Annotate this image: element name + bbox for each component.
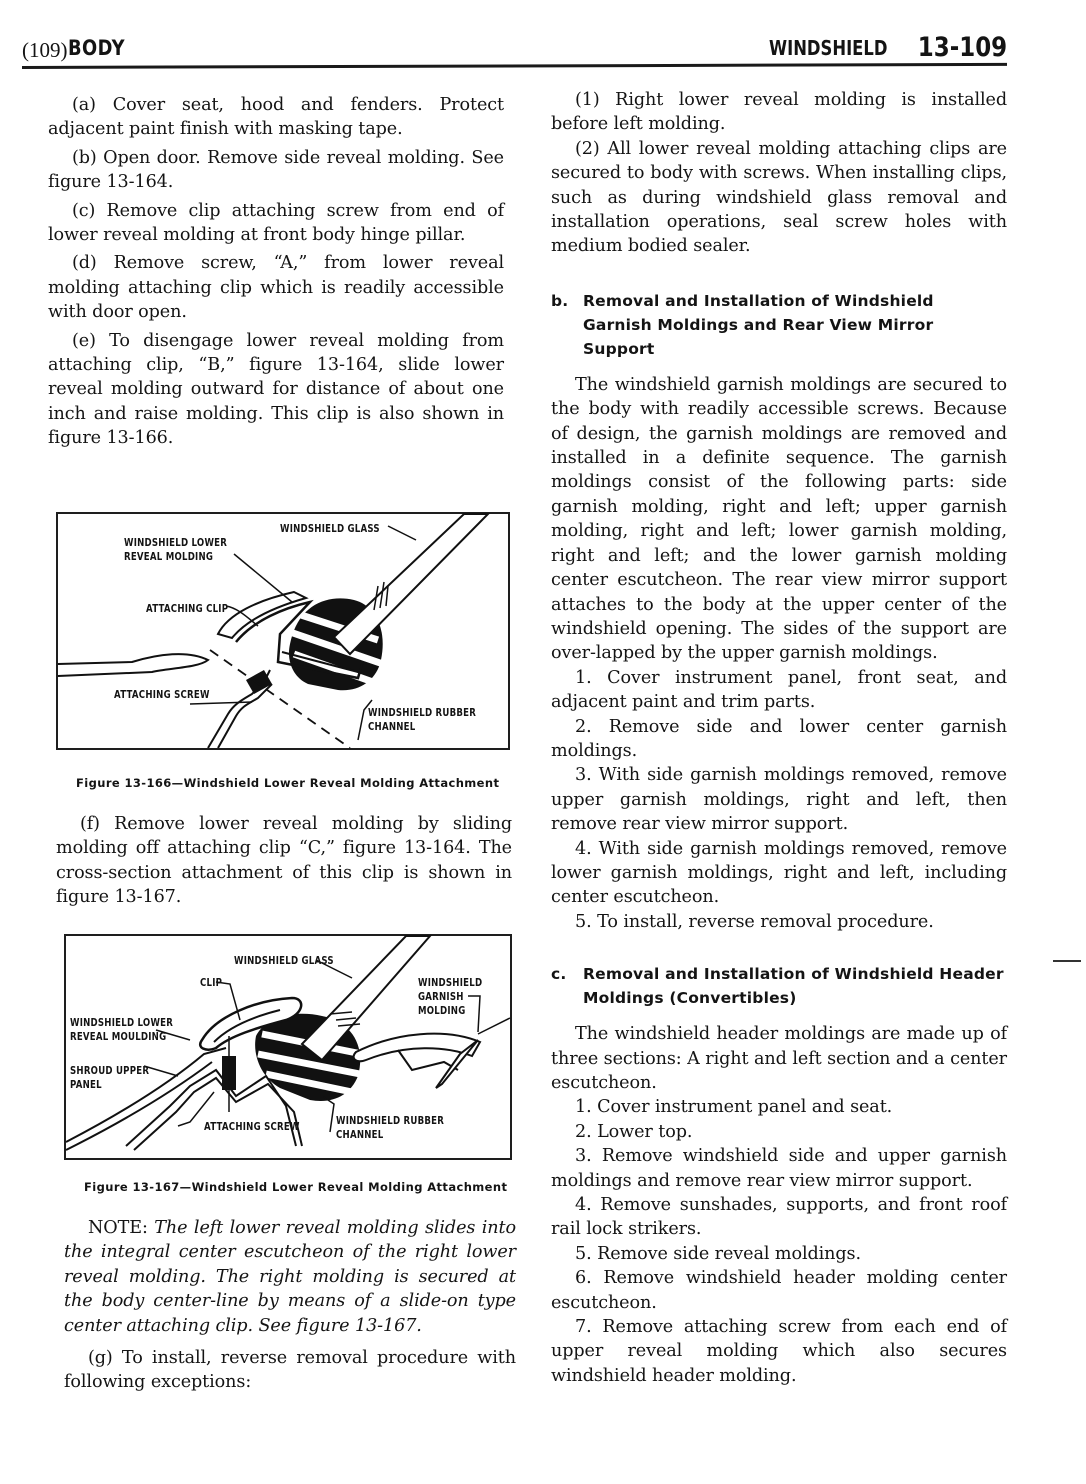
section-c-title: Removal and Installation of Windshield Header Moldings (Convertibles)	[583, 965, 1004, 1008]
label-shroud-upper-panel-2: PANEL	[70, 1078, 102, 1091]
section-c-step-4: 4. Remove sunshades, supports, and front roof rail lock strikers.	[551, 1195, 1007, 1240]
figure-13-166-frame	[56, 512, 510, 750]
section-b-heading	[551, 289, 1007, 361]
section-c-step-7: 7. Remove attaching screw from each end of upper reveal molding which also secures windshield header molding.	[551, 1317, 1007, 1386]
body-panel-shape	[58, 654, 208, 676]
exception-2: (2) All lower reveal molding attaching clips are secured to body with screws. When installing clips, such as during windshield glass removal and installation operations, seal screw holes with medium bodied sealer.	[551, 138, 1007, 257]
label-garnish-molding-2: GARNISH	[418, 990, 464, 1003]
label-windshield-glass: WINDSHIELD GLASS	[280, 522, 380, 535]
label-rubber-channel-1: WINDSHIELD RUBBER	[368, 706, 477, 719]
section-c-step-5: 5. Remove side reveal moldings.	[575, 1243, 861, 1264]
label-lower-reveal-molding-2: REVEAL MOLDING	[124, 550, 214, 563]
figure-13-167-frame	[64, 934, 512, 1160]
windshield-glass-shape	[334, 514, 488, 654]
page-number: 13-109	[917, 32, 1007, 63]
section-c-letter: c.	[551, 965, 567, 984]
label-lower-reveal-moulding-2: REVEAL MOULDING	[70, 1030, 167, 1043]
step-c: (c) Remove clip attaching screw from end of lower reveal molding at front body hinge pillar.	[48, 200, 504, 246]
note-paragraph	[64, 1216, 516, 1338]
section-c-step-6: 6. Remove windshield header molding center escutcheon.	[551, 1268, 1007, 1313]
left-column-top	[48, 93, 504, 455]
section-b-step-2: 2. Remove side and lower center garnish moldings.	[551, 716, 1007, 761]
label-windshield-glass: WINDSHIELD GLASS	[234, 954, 334, 967]
header-rule	[22, 63, 1007, 69]
label-attaching-screw: ATTACHING SCREW	[114, 688, 210, 701]
section-b-title: Removal and Installation of Windshield Garnish Moldings and Rear View Mirror Support	[583, 291, 934, 358]
label-attaching-clip: ATTACHING CLIP	[146, 602, 229, 615]
exception-1: (1) Right lower reveal molding is installed before left molding.	[551, 90, 1007, 135]
figure-13-166	[56, 512, 512, 802]
step-e: (e) To disengage lower reveal molding from attaching clip, “B,” figure 13-164, slide lower reveal molding outward for distance of about one inch and raise molding. This clip is also shown in figure 13-166.	[48, 330, 504, 449]
label-attaching-screw: ATTACHING SCREW	[204, 1120, 300, 1133]
right-column	[551, 88, 1007, 1388]
label-rubber-channel-2: CHANNEL	[336, 1128, 384, 1141]
label-garnish-molding-1: WINDSHIELD	[418, 976, 483, 989]
chapter-title: BODY	[68, 36, 125, 60]
section-c-step-1: 1. Cover instrument panel and seat.	[575, 1097, 893, 1118]
label-clip: CLIP	[200, 976, 223, 989]
section-b-step-5: 5. To install, reverse removal procedure.	[575, 911, 934, 932]
section-b-step-4: 4. With side garnish moldings removed, remove lower garnish moldings, right and left, including center escutcheon.	[551, 838, 1007, 908]
step-b: (b) Open door. Remove side reveal molding. See figure 13-164.	[48, 147, 504, 193]
section-c-intro: The windshield header moldings are made up of three sections: A right and left section and a center escutcheon.	[551, 1024, 1007, 1093]
step-a: (a) Cover seat, hood and fenders. Protect adjacent paint finish with masking tape.	[48, 95, 504, 140]
section-b-letter: b.	[551, 291, 569, 310]
section-c-step-3: 3. Remove windshield side and upper garnish moldings and remove rear view mirror support.	[551, 1146, 1007, 1191]
label-lower-reveal-moulding-1: WINDSHIELD LOWER	[70, 1016, 174, 1029]
margin-mark	[1053, 960, 1081, 962]
figure-13-167	[64, 934, 520, 1204]
section-b-step-1: 1. Cover instrument panel, front seat, and adjacent paint and trim parts.	[551, 667, 1007, 713]
note-label: NOTE:	[88, 1218, 148, 1238]
step-f: (f) Remove lower reveal molding by sliding molding off attaching clip “C,” figure 13-164. The cross-section attachment of this clip is shown in figure 13-167.	[56, 814, 512, 908]
label-shroud-upper-panel-1: SHROUD UPPER	[70, 1064, 150, 1077]
page-reference: (109)	[22, 38, 68, 62]
section-b-step-3: 3. With side garnish moldings removed, remove upper garnish moldings, right and left, then remove rear view mirror support.	[551, 765, 1007, 835]
label-rubber-channel-1: WINDSHIELD RUBBER	[336, 1114, 445, 1127]
step-g: (g) To install, reverse removal procedure with following exceptions:	[64, 1348, 516, 1393]
label-rubber-channel-2: CHANNEL	[368, 720, 416, 733]
note-text: The left lower reveal molding slides into the integral center escutcheon of the right lower reveal molding. The right molding is secured at the body center-line by means of a slide-on type center attaching clip. See figure 13-167.	[64, 1218, 517, 1336]
section-title: WINDSHIELD	[768, 36, 887, 60]
label-garnish-molding-3: MOLDING	[418, 1004, 466, 1017]
page-header	[22, 30, 1007, 70]
figure-13-166-caption: Figure 13-166—Windshield Lower Reveal Molding Attachment	[76, 776, 500, 790]
section-c-step-2: 2. Lower top.	[575, 1121, 693, 1142]
step-d: (d) Remove screw, “A,” from lower reveal molding attaching clip which is readily accessible with door open.	[48, 253, 504, 323]
figure-13-167-caption: Figure 13-167—Windshield Lower Reveal Molding Attachment	[84, 1180, 508, 1194]
section-b-intro: The windshield garnish moldings are secured to the body with readily accessible screws. Because of design, the garnish moldings are removed and installed in a definite sequence. The garnish moldings consist of the following parts: side garnish molding, right and left; upper garnish molding, right and left; lower garnish molding, right and left; and the lower garnish molding center escutcheon. The rear view mirror support attaches to the body at the upper center of the windshield opening. The sides of the support are over-lapped by the upper garnish moldings.	[551, 374, 1007, 664]
label-lower-reveal-molding-1: WINDSHIELD LOWER	[124, 536, 228, 549]
left-column-mid	[56, 812, 512, 914]
left-column-bottom	[64, 1216, 516, 1399]
section-c-heading	[551, 962, 1007, 1010]
